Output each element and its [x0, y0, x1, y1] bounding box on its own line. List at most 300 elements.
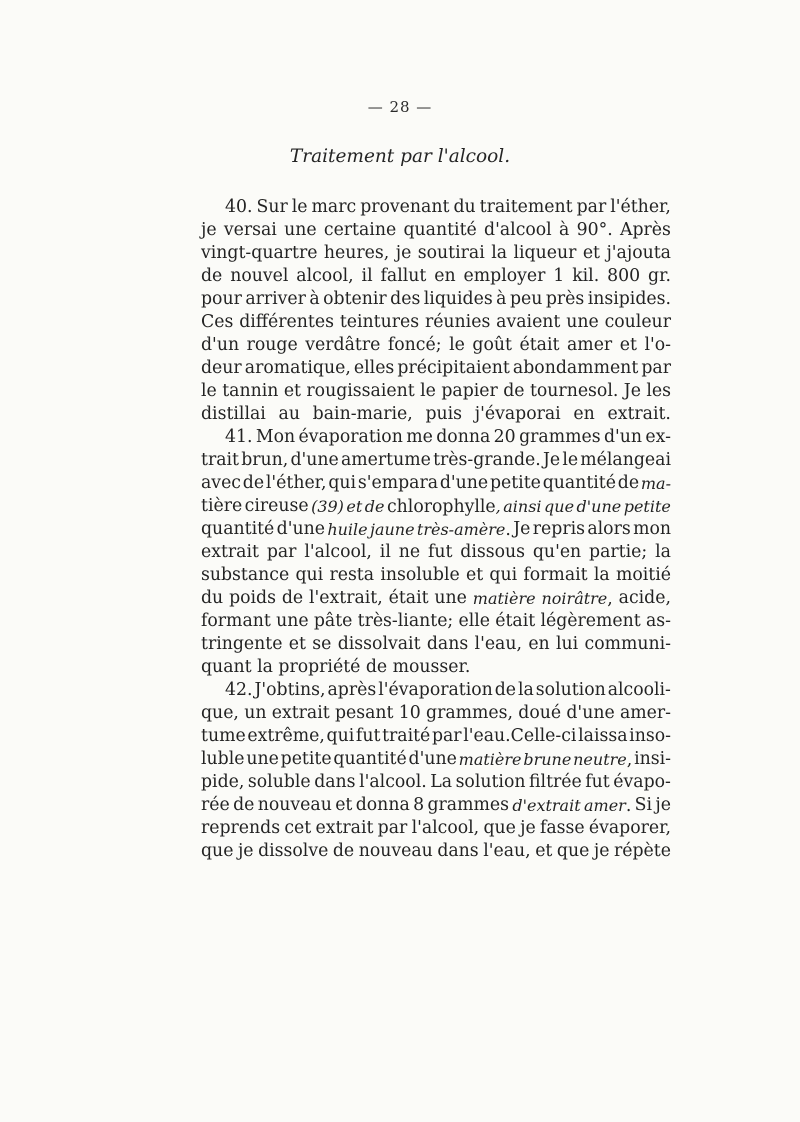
- text-line: [201, 702, 671, 725]
- text-segment: employer: [463, 266, 546, 286]
- text-segment: vingt-quartre: [201, 243, 318, 263]
- word: [247, 334, 298, 357]
- text-segment: j'ajouta: [606, 243, 671, 263]
- word: [360, 196, 449, 219]
- word: [420, 380, 436, 403]
- text-segment: et: [283, 381, 301, 401]
- text-segment: répète: [613, 841, 671, 861]
- text-segment: l'alcool.: [359, 772, 427, 792]
- word: [324, 242, 389, 265]
- italic-term: ainsi: [503, 497, 542, 516]
- text-segment: 20: [493, 427, 516, 447]
- word: [510, 288, 542, 311]
- text-segment: et: [335, 795, 353, 815]
- text-segment: 90°.: [576, 220, 613, 240]
- word: [370, 518, 415, 541]
- page-number: — 28 —: [367, 98, 433, 116]
- word: [201, 311, 233, 334]
- text-segment: très-grande.: [433, 450, 541, 470]
- word: [536, 679, 606, 702]
- text-line: [201, 426, 671, 449]
- text-segment: une: [284, 220, 317, 240]
- word: [346, 495, 362, 518]
- text-segment: as-: [645, 611, 671, 631]
- text-segment: versai: [223, 220, 277, 240]
- text-segment: chlorophylle: [387, 497, 496, 517]
- text-segment: la: [491, 243, 508, 263]
- word: [480, 196, 573, 219]
- text-segment: en: [573, 404, 595, 424]
- text-segment: lui: [556, 634, 579, 654]
- text-segment: l'alcool,: [304, 542, 372, 562]
- word: [473, 587, 536, 610]
- word: [247, 725, 325, 748]
- text-line: [201, 771, 671, 794]
- word: [619, 587, 671, 610]
- word: [646, 610, 671, 633]
- word: [587, 518, 630, 541]
- word: [585, 633, 671, 656]
- text-segment: elles: [353, 358, 395, 378]
- text-segment: liqueur: [513, 243, 577, 263]
- italic-term: ,: [495, 497, 501, 516]
- text-segment: pour: [201, 289, 242, 309]
- text-line: [201, 564, 671, 587]
- text-segment: 42.: [225, 680, 253, 700]
- text-line: [201, 265, 671, 288]
- word: [441, 380, 497, 403]
- text-segment: dissous: [460, 542, 526, 562]
- word: [530, 380, 618, 403]
- text-segment: petite: [489, 473, 541, 493]
- text-segment: le: [562, 450, 579, 470]
- word: [225, 679, 252, 702]
- word: [436, 426, 490, 449]
- text-segment: était: [388, 588, 429, 608]
- word: [644, 334, 671, 357]
- word: [412, 817, 480, 840]
- word: [573, 748, 632, 771]
- text-segment: je: [655, 795, 671, 815]
- word: [406, 426, 433, 449]
- word: [434, 265, 455, 288]
- word: [520, 334, 560, 357]
- word: [201, 702, 239, 725]
- text-segment: quantité: [333, 749, 407, 769]
- text-line: [201, 748, 671, 771]
- word: [464, 265, 546, 288]
- text-segment: Je: [542, 450, 561, 470]
- text-segment: des: [390, 289, 421, 309]
- text-segment: quant la propriété de mousser.: [201, 657, 471, 677]
- word: [557, 840, 589, 863]
- word: [413, 794, 424, 817]
- word: [518, 679, 534, 702]
- word: [201, 472, 241, 495]
- text-segment: par: [266, 542, 297, 562]
- word: [201, 288, 242, 311]
- text-segment: j'évaporai: [474, 404, 561, 424]
- word: [225, 196, 252, 219]
- word: [567, 334, 612, 357]
- text-segment: traitement: [479, 197, 573, 217]
- text-segment: acide,: [618, 588, 671, 608]
- text-segment: laissa: [578, 726, 628, 746]
- word: [583, 242, 600, 265]
- word: [634, 748, 671, 771]
- word: [245, 357, 351, 380]
- text-segment: me: [406, 427, 433, 447]
- text-segment: l'alcool,: [411, 818, 480, 838]
- text-segment: avaient: [496, 312, 561, 332]
- text-segment: réunies: [424, 312, 491, 332]
- text-line: [201, 472, 671, 495]
- word: [201, 725, 246, 748]
- word: [417, 518, 511, 541]
- word: [335, 702, 394, 725]
- word: [475, 633, 522, 656]
- word: [266, 472, 327, 495]
- word: [338, 633, 421, 656]
- text-segment: il: [379, 542, 391, 562]
- word: [496, 311, 560, 334]
- italic-term: de: [364, 497, 385, 516]
- word: [362, 265, 373, 288]
- body-text: [201, 196, 671, 863]
- word: [254, 679, 325, 702]
- text-line: [201, 311, 671, 334]
- word: [529, 771, 582, 794]
- text-line: [201, 196, 671, 219]
- word: [328, 472, 356, 495]
- text-segment: extrême,: [247, 726, 325, 746]
- text-segment: je: [395, 243, 412, 263]
- word: [513, 518, 530, 541]
- word: [333, 840, 354, 863]
- word: [460, 541, 525, 564]
- text-segment: et: [465, 565, 484, 585]
- text-segment: gr.: [648, 266, 671, 286]
- text-segment: .: [625, 796, 632, 816]
- word: [335, 794, 352, 817]
- word: [655, 794, 671, 817]
- word: [281, 748, 332, 771]
- word: [588, 288, 671, 311]
- word: [356, 794, 410, 817]
- word: [358, 472, 438, 495]
- text-segment: inso-: [629, 726, 671, 746]
- text-segment: de: [281, 588, 304, 608]
- word: [201, 518, 274, 541]
- text-segment: dissolvait: [337, 634, 421, 654]
- text-segment: papier: [441, 381, 498, 401]
- word: [428, 541, 452, 564]
- word: [296, 265, 353, 288]
- text-segment: pâte: [313, 611, 353, 631]
- text-segment: l'eau,: [474, 634, 522, 654]
- word: [313, 403, 413, 426]
- text-segment: obtenir: [323, 289, 387, 309]
- word: [382, 725, 430, 748]
- text-segment: marc: [311, 197, 357, 217]
- word: [503, 495, 541, 518]
- text-segment: nouvel: [230, 266, 289, 286]
- word: [519, 426, 601, 449]
- word: [543, 472, 616, 495]
- text-segment: de: [242, 473, 265, 493]
- word: [276, 610, 309, 633]
- text-segment: grammes: [519, 427, 601, 447]
- text-segment: la: [655, 542, 671, 562]
- text-segment: de: [201, 266, 223, 286]
- italic-term: brune: [523, 750, 572, 769]
- text-segment: communi-: [584, 634, 671, 654]
- text-segment: évaporer,: [588, 818, 671, 838]
- text-line: [201, 610, 671, 633]
- text-segment: la: [593, 565, 610, 585]
- word: [358, 610, 454, 633]
- text-segment: de: [332, 841, 355, 861]
- text-segment: repris: [532, 519, 585, 539]
- word: [290, 449, 338, 472]
- word: [577, 495, 622, 518]
- italic-term: très-amère: [416, 520, 506, 539]
- word: [440, 472, 488, 495]
- word: [201, 794, 230, 817]
- text-segment: petite: [280, 749, 332, 769]
- text-segment: extrait.: [607, 404, 671, 424]
- word: [572, 265, 599, 288]
- word: [277, 518, 325, 541]
- text-segment: soutirai: [417, 243, 485, 263]
- text-segment: alcooli-: [607, 680, 671, 700]
- word: [589, 817, 671, 840]
- word: [512, 794, 580, 817]
- word: [289, 633, 306, 656]
- text-segment: resta: [329, 565, 375, 585]
- word: [424, 288, 493, 311]
- word: [201, 380, 217, 403]
- text-segment: abondamment: [512, 358, 639, 378]
- text-segment: par: [377, 818, 408, 838]
- word: [327, 518, 367, 541]
- word: [635, 794, 652, 817]
- italic-term: et: [346, 497, 363, 516]
- word: [329, 564, 374, 587]
- word: [201, 449, 239, 472]
- word: [284, 380, 301, 403]
- text-segment: d'une: [439, 473, 489, 493]
- word: [333, 748, 406, 771]
- text-segment: goût: [472, 335, 512, 355]
- text-segment: en: [528, 634, 550, 654]
- text-line: [201, 334, 671, 357]
- text-segment: Ces: [201, 312, 234, 332]
- word: [577, 196, 607, 219]
- word: [341, 449, 431, 472]
- word: [359, 840, 433, 863]
- word: [566, 702, 614, 725]
- text-segment: Après: [620, 220, 671, 240]
- word: [585, 771, 609, 794]
- text-segment: pesant: [334, 703, 394, 723]
- text-segment: et: [582, 243, 600, 263]
- text-segment: extrait: [315, 818, 374, 838]
- word: [224, 219, 277, 242]
- word: [340, 311, 419, 334]
- text-segment: que: [201, 841, 234, 861]
- text-segment: Mon: [255, 427, 296, 447]
- word: [282, 587, 303, 610]
- text-segment: tière: [201, 496, 243, 516]
- word: [646, 380, 671, 403]
- text-segment: amertume: [340, 450, 431, 470]
- text-segment: que,: [201, 703, 239, 723]
- text-segment: ,: [626, 750, 633, 770]
- word: [459, 610, 491, 633]
- word: [201, 564, 289, 587]
- word: [306, 380, 414, 403]
- word: [248, 771, 311, 794]
- word: [544, 495, 574, 518]
- text-segment: foncé;: [387, 335, 442, 355]
- text-segment: précipitaient: [397, 358, 510, 378]
- word: [523, 564, 587, 587]
- text-segment: traité: [382, 726, 431, 746]
- word: [381, 265, 427, 288]
- word: [594, 840, 610, 863]
- text-segment: amer: [567, 335, 613, 355]
- word: [540, 610, 640, 633]
- text-line: [201, 541, 671, 564]
- text-segment: le: [449, 335, 465, 355]
- text-segment: la: [518, 680, 534, 700]
- word: [201, 541, 259, 564]
- text-segment: l'évaporation: [378, 680, 493, 700]
- text-segment: était: [495, 611, 536, 631]
- word: [284, 817, 311, 840]
- text-segment: partie;: [589, 542, 648, 562]
- text-segment: à: [496, 289, 507, 309]
- italic-term: d'une: [576, 497, 622, 516]
- word: [645, 426, 671, 449]
- text-segment: filtrée: [529, 772, 582, 792]
- word: [201, 840, 233, 863]
- text-segment: je: [593, 841, 610, 861]
- word: [641, 357, 671, 380]
- word: [624, 495, 671, 518]
- word: [354, 357, 394, 380]
- text-segment: près: [545, 289, 585, 309]
- word: [430, 771, 452, 794]
- text-segment: d'une: [408, 749, 457, 769]
- italic-term: petite: [623, 497, 671, 516]
- text-segment: évapo-: [613, 772, 671, 792]
- text-segment: une: [246, 749, 279, 769]
- text-segment: une: [434, 588, 467, 608]
- word: [629, 725, 671, 748]
- word: [425, 311, 490, 334]
- word: [433, 449, 541, 472]
- text-segment: l'éther,: [265, 473, 327, 493]
- word: [244, 702, 266, 725]
- word: [513, 357, 638, 380]
- text-segment: qu'en: [532, 542, 582, 562]
- word: [494, 426, 516, 449]
- text-segment: se: [312, 634, 332, 654]
- word: [535, 840, 552, 863]
- word: [594, 564, 610, 587]
- word: [533, 518, 585, 541]
- text-segment: l'eau.Celle-ci: [463, 726, 577, 746]
- text-segment: dans: [437, 841, 479, 861]
- word: [238, 840, 254, 863]
- text-segment: extrait: [271, 703, 330, 723]
- word: [241, 449, 288, 472]
- text-segment: l'extrait,: [309, 588, 383, 608]
- text-segment: 10: [398, 703, 421, 723]
- text-line: [201, 518, 671, 541]
- text-segment: rée: [201, 795, 230, 815]
- word: [389, 587, 429, 610]
- word: [201, 748, 244, 771]
- text-segment: dans: [426, 634, 469, 654]
- word: [496, 288, 506, 311]
- text-segment: Sur: [256, 197, 288, 217]
- text-segment: au: [278, 404, 300, 424]
- text-segment: puis: [425, 404, 463, 424]
- word: [562, 449, 578, 472]
- word: [559, 219, 569, 242]
- text-segment: de: [503, 381, 525, 401]
- text-segment: elle: [458, 611, 491, 631]
- word: [566, 311, 599, 334]
- text-segment: rouge: [246, 335, 298, 355]
- text-segment: alcool,: [296, 266, 354, 286]
- text-line: [201, 357, 671, 380]
- text-segment: distillai: [201, 404, 266, 424]
- text-line: [201, 794, 671, 817]
- text-segment: .: [505, 520, 511, 540]
- word: [256, 426, 295, 449]
- word: [305, 334, 380, 357]
- word: [239, 311, 334, 334]
- text-segment: moitié: [615, 565, 671, 585]
- text-segment: par: [431, 726, 462, 746]
- word: [437, 840, 478, 863]
- text-segment: nouveau: [358, 841, 433, 861]
- word: [258, 840, 328, 863]
- text-segment: alors: [587, 519, 631, 539]
- word: [449, 334, 465, 357]
- word: [495, 610, 535, 633]
- word: [453, 196, 475, 219]
- word: [201, 242, 317, 265]
- italic-term: noirâtre: [541, 589, 608, 608]
- word: [472, 334, 512, 357]
- text-segment: substance: [201, 565, 290, 585]
- word: [624, 380, 641, 403]
- text-segment: d'un: [603, 427, 643, 447]
- word: [513, 242, 576, 265]
- text-segment: différentes: [239, 312, 334, 332]
- word: [459, 748, 522, 771]
- text-segment: formant: [201, 611, 271, 631]
- text-segment: Je: [513, 519, 531, 539]
- word: [230, 265, 288, 288]
- word: [378, 679, 493, 702]
- text-segment: d'une: [566, 703, 615, 723]
